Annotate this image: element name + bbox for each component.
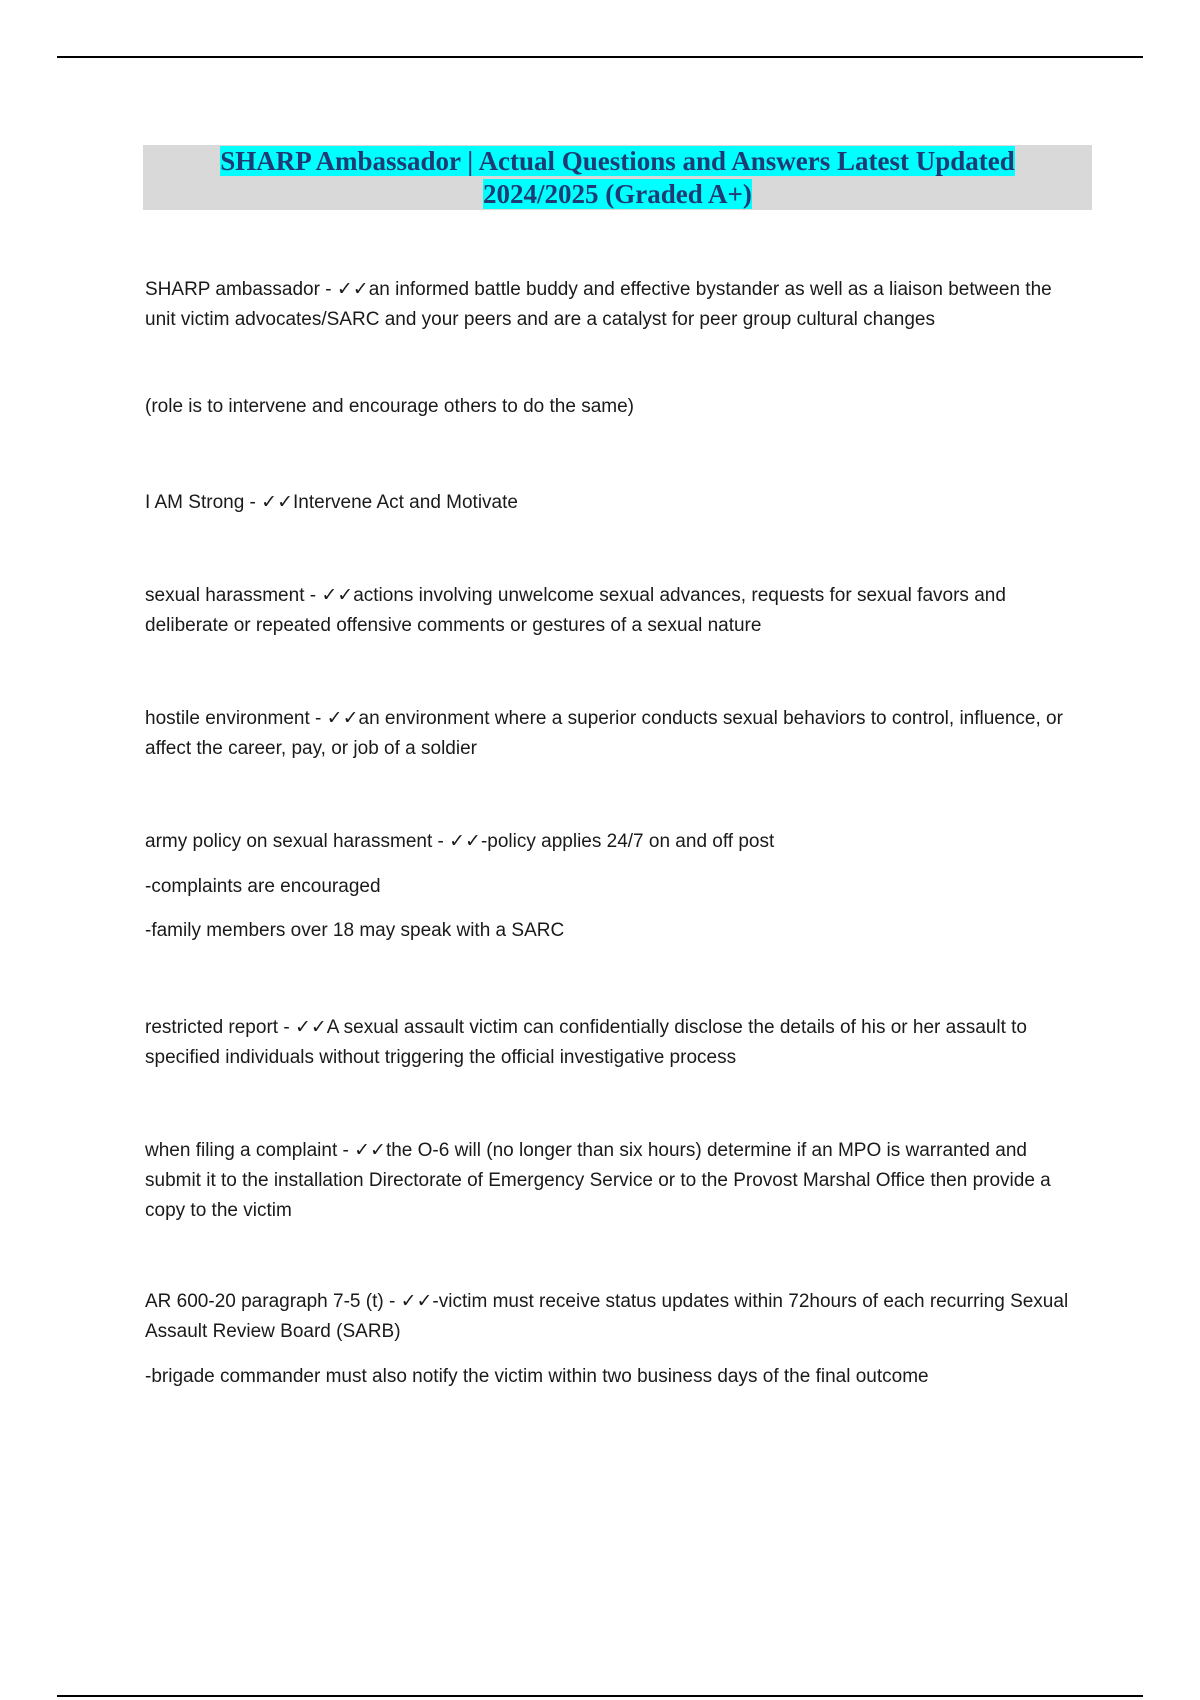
check-icon: ✓✓: [336, 278, 369, 300]
entry-term: restricted report -: [145, 1017, 295, 1038]
check-icon: ✓✓: [321, 584, 354, 606]
qa-entry-hostile-environment: [145, 703, 1085, 764]
bottom-rule: [57, 1695, 1143, 1697]
qa-entry-army-policy-extra: [145, 872, 1085, 902]
qa-entry-ar-600-20-extra: [145, 1362, 1085, 1392]
entry-term: hostile environment -: [145, 708, 327, 729]
entry-term: sexual harassment -: [145, 585, 322, 606]
entry-definition: Intervene Act and Motivate: [293, 492, 518, 513]
entry-definition: an informed battle buddy and effective bystander as well as a liaison between the unit victim advocates/SARC and your peers and are a catalyst for peer group cultural changes: [145, 279, 1052, 330]
title-line-1: SHARP Ambassador | Actual Questions and Answers Latest Updated: [220, 145, 1015, 176]
qa-entry-sharp-ambassador: [145, 274, 1085, 335]
qa-entry-ar-600-20: [145, 1286, 1085, 1347]
title-line-2: 2024/2025 (Graded A+): [483, 178, 752, 209]
entry-definition: actions involving unwelcome sexual advances, requests for sexual favors and deliberate or repeated offensive comments or gestures of a sexual nature: [145, 585, 1006, 636]
qa-entry-role-note: [145, 392, 1085, 422]
entry-term: SHARP ambassador -: [145, 279, 337, 300]
entry-definition: an environment where a superior conducts sexual behaviors to control, influence, or affect the career, pay, or job of a soldier: [145, 708, 1063, 759]
qa-entry-army-policy: [145, 826, 1085, 857]
entry-note: (role is to intervene and encourage others to do the same): [145, 396, 635, 417]
document-title: [188, 145, 1048, 211]
entry-term: AR 600-20 paragraph 7-5 (t) -: [145, 1291, 401, 1312]
top-rule: [57, 56, 1143, 58]
entry-definition: A sexual assault victim can confidentially disclose the details of his or her assault to specified individuals without triggering the official investigative process: [145, 1017, 1027, 1068]
qa-entry-sexual-harassment: [145, 580, 1085, 641]
check-icon: ✓✓: [354, 1139, 386, 1161]
check-icon: ✓✓: [294, 1016, 327, 1038]
qa-entry-i-am-strong: [145, 487, 1085, 518]
entry-definition: the O-6 will (no longer than six hours) determine if an MPO is warranted and submit it to the installation Directorate of Emergency Service or to the Provost Marshal Office then provide a copy to the victim: [145, 1140, 1051, 1221]
check-icon: ✓✓: [400, 1290, 433, 1312]
entry-term: army policy on sexual harassment -: [145, 831, 450, 852]
entry-extra-line: -complaints are encouraged: [145, 876, 381, 897]
entry-extra-line: -family members over 18 may speak with a SARC: [145, 920, 565, 941]
entry-term: when filing a complaint -: [145, 1140, 355, 1161]
check-icon: ✓✓: [449, 830, 481, 852]
qa-entry-army-policy-extra: [145, 916, 1085, 946]
entry-definition: -policy applies 24/7 on and off post: [480, 831, 775, 852]
title-banner: [143, 145, 1092, 210]
check-icon: ✓✓: [326, 707, 359, 729]
qa-entry-filing-complaint: [145, 1135, 1085, 1226]
entry-term: I AM Strong -: [145, 492, 262, 513]
check-icon: ✓✓: [261, 491, 293, 513]
qa-entry-restricted-report: [145, 1012, 1085, 1073]
entry-extra-line: -brigade commander must also notify the victim within two business days of the final outcome: [145, 1366, 929, 1387]
entry-definition: -victim must receive status updates within 72hours of each recurring Sexual Assault Review Board (SARB): [145, 1291, 1069, 1342]
